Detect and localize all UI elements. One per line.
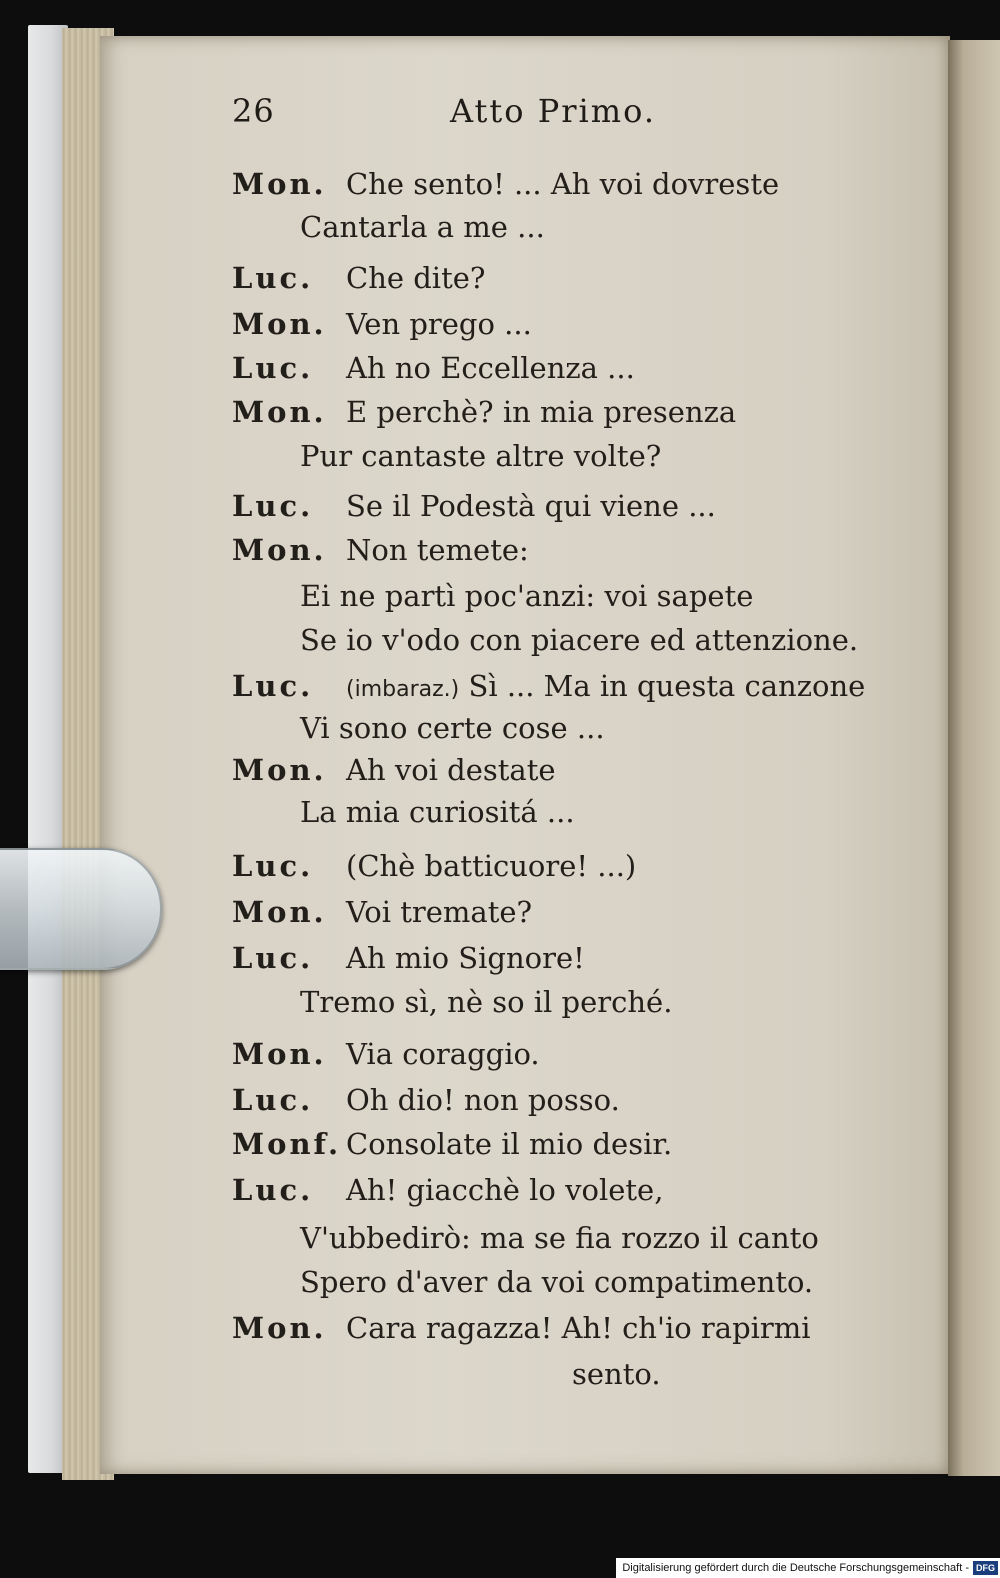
digitization-credit — [616, 1558, 1000, 1578]
line-text: Ven prego ... — [346, 307, 532, 341]
line-text: Cantarla a me ... — [300, 210, 545, 244]
speaker-label: Mon. — [232, 1037, 327, 1071]
speaker-label: Luc. — [232, 489, 314, 523]
dialogue-line — [232, 1172, 663, 1208]
speaker-label: Luc. — [232, 1173, 314, 1207]
dialogue-line — [232, 260, 485, 296]
line-text: Tremo sì, nè so il perché. — [300, 985, 673, 1019]
speaker-label: Luc. — [232, 941, 314, 975]
page-number: 26 — [232, 92, 275, 130]
line-text: Che sento! ... Ah voi dovreste — [346, 167, 780, 201]
next-page-edge — [948, 40, 1000, 1476]
dialogue-line — [232, 894, 532, 930]
dialogue-line — [300, 438, 661, 474]
speaker-label: Monf. — [232, 1127, 342, 1161]
line-text: Se il Podestà qui viene ... — [346, 489, 716, 523]
running-head: Atto Primo. — [450, 92, 656, 130]
dialogue-line — [232, 752, 556, 788]
line-text: Ah voi destate — [346, 753, 556, 787]
line-text: V'ubbedirò: ma se fia rozzo il canto — [300, 1221, 819, 1255]
dialogue-line — [300, 1264, 813, 1300]
dialogue-line — [300, 622, 858, 658]
line-text: E perchè? in mia presenza — [346, 395, 737, 429]
line-text: Consolate il mio desir. — [346, 1127, 673, 1161]
speaker-label: Mon. — [232, 1311, 327, 1345]
line-text: Cara ragazza! Ah! ch'io rapirmi — [346, 1311, 811, 1345]
speaker-label: Mon. — [232, 167, 327, 201]
line-text: Pur cantaste altre volte? — [300, 439, 662, 473]
line-text: Che dite? — [346, 261, 486, 295]
dialogue-line — [232, 306, 532, 342]
dialogue-line — [232, 394, 736, 430]
dialogue-line — [232, 940, 585, 976]
dialogue-line — [300, 578, 753, 614]
line-text: Ah! giacchè lo volete, — [346, 1173, 664, 1207]
line-text: Vi sono certe cose ... — [300, 711, 605, 745]
line-text: (Chè batticuore! ...) — [346, 849, 637, 883]
line-text: Non temete: — [346, 533, 529, 567]
dialogue-line — [232, 488, 716, 524]
credit-text: Digitalisierung gefördert durch die Deutsche Forschungsgemeinschaft - — [622, 1562, 969, 1574]
line-text: sento. — [572, 1357, 661, 1391]
line-text: Ei ne partì poc'anzi: voi sapete — [300, 579, 754, 613]
speaker-label: Mon. — [232, 307, 327, 341]
speaker-label: Mon. — [232, 753, 327, 787]
page-header — [232, 92, 702, 140]
line-text: Sì ... Ma in questa canzone — [468, 669, 866, 703]
dialogue-line — [300, 209, 545, 245]
dialogue-line — [232, 350, 635, 386]
speaker-label: Luc. — [232, 261, 314, 295]
dialogue-line — [232, 848, 636, 884]
speaker-label: Luc. — [232, 849, 314, 883]
line-text: Oh dio! non posso. — [346, 1083, 620, 1117]
line-text: Via coraggio. — [346, 1037, 540, 1071]
dialogue-line — [232, 668, 865, 708]
dialogue-line — [232, 1036, 540, 1072]
dialogue-line — [300, 1220, 819, 1256]
speaker-label: Mon. — [232, 895, 327, 929]
dialogue-line — [300, 984, 672, 1020]
speaker-label: Luc. — [232, 1083, 314, 1117]
line-text: Ah no Eccellenza ... — [346, 351, 635, 385]
dialogue-line — [572, 1356, 661, 1392]
line-text: Voi tremate? — [346, 895, 533, 929]
glass-page-clip — [0, 848, 162, 970]
line-text: Ah mio Signore! — [346, 941, 585, 975]
dialogue-line — [232, 532, 529, 568]
speaker-label: Mon. — [232, 395, 327, 429]
dialogue-line — [300, 794, 575, 830]
dialogue-line — [232, 1126, 672, 1162]
line-text: Se io v'odo con piacere ed attenzione. — [300, 623, 859, 657]
line-text: Spero d'aver da voi compatimento. — [300, 1265, 814, 1299]
dialogue-line — [232, 1310, 811, 1346]
dialogue-line — [232, 1082, 620, 1118]
speaker-label: Mon. — [232, 533, 327, 567]
line-text: La mia curiositá ... — [300, 795, 575, 829]
dialogue-line — [232, 166, 779, 202]
speaker-label: Luc. — [232, 351, 314, 385]
stage-direction: (imbaraz.) — [346, 677, 460, 702]
dfg-logo: DFG — [973, 1561, 998, 1575]
speaker-label: Luc. — [232, 669, 314, 703]
dialogue-line — [300, 710, 605, 746]
